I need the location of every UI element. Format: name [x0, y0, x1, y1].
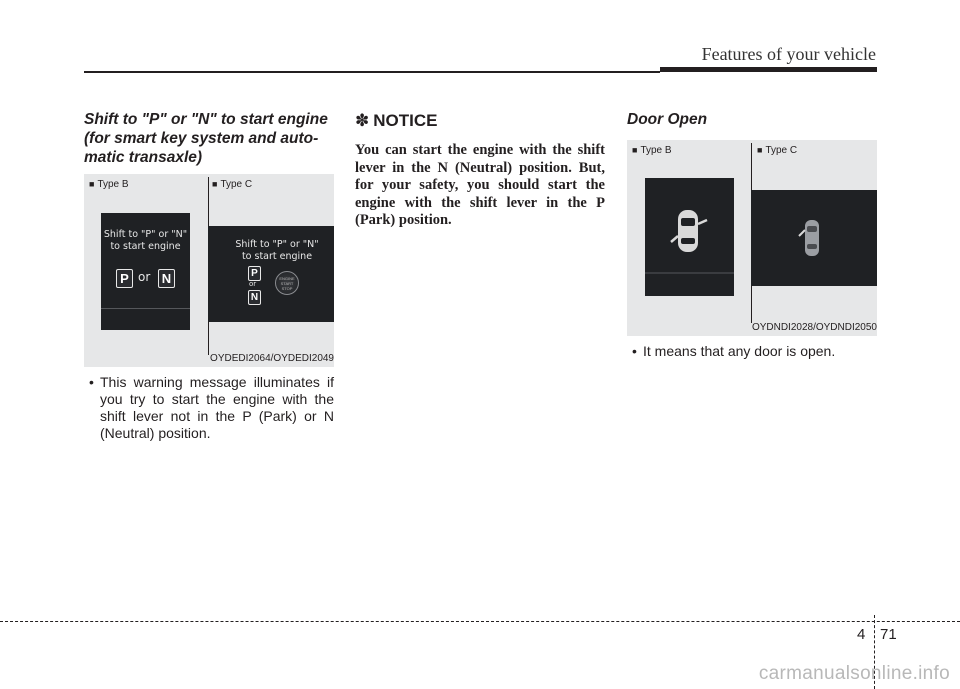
- notice-section: [355, 110, 605, 230]
- gear-p-icon: P: [116, 269, 133, 288]
- section-shift-title: Shift to "P" or "N" to start engine (for smart key system and auto- matic transaxle): [84, 111, 328, 166]
- shift-bullet: • This warning message illuminates if you try to start the engine with the shift lever not in the P (Park) or N (Neutral) position.: [89, 374, 334, 441]
- type-b-message: Shift to "P" or "N" to start engine: [103, 229, 188, 252]
- notice-title: ✽ NOTICE: [355, 111, 438, 131]
- car-door-open-icon: [645, 178, 734, 296]
- header-rule: [84, 71, 660, 73]
- type-c-label: ■ Type C: [757, 145, 798, 156]
- section-door-open: [627, 110, 877, 360]
- door-illustration-panel: [627, 140, 877, 336]
- header-rule-accent: [660, 67, 877, 72]
- screen-rule: [101, 308, 190, 309]
- engine-start-stop-button-icon: ENGINE START STOP: [275, 271, 299, 295]
- header-title: Features of your vehicle: [701, 44, 876, 64]
- notice-star-icon: ✽: [355, 111, 370, 131]
- type-c-label: ■ Type C: [212, 179, 253, 190]
- chapter-number: 4: [857, 626, 866, 643]
- footer-rule: [0, 621, 960, 622]
- shift-illustration-panel: [84, 174, 334, 367]
- section-door-title: Door Open: [627, 111, 708, 128]
- type-c-message: Shift to "P" or "N" to start engine: [235, 239, 319, 262]
- gear-p-icon: P: [248, 266, 261, 281]
- door-bullet: • It means that any door is open.: [632, 343, 836, 359]
- watermark: carmanualsonline.info: [758, 663, 950, 684]
- or-text: or: [138, 270, 151, 284]
- page-number: 71: [880, 626, 897, 643]
- car-door-open-icon: [751, 190, 877, 286]
- section-shift-to-start: [84, 110, 334, 442]
- or-text: or: [249, 280, 257, 288]
- type-b-label: ■ Type B: [632, 145, 672, 156]
- shift-figure-caption: OYDEDI2064/OYDEDI2049: [210, 353, 334, 364]
- door-figure-caption: OYDNDI2028/OYDNDI2050: [751, 322, 877, 333]
- type-c-door-screen: [751, 190, 877, 286]
- type-c-cluster-screen: [208, 226, 334, 322]
- type-b-door-screen: [645, 178, 734, 296]
- type-b-label: ■ Type B: [89, 179, 129, 190]
- gear-n-icon: N: [248, 290, 261, 305]
- notice-body: You can start the engine with the shift lever in the N (Neutral) position. But, for your safety, you should start the engine with the shift lever in the P (Park) position.: [355, 142, 605, 228]
- gear-n-icon: N: [158, 269, 175, 288]
- type-b-cluster-screen: [101, 213, 190, 330]
